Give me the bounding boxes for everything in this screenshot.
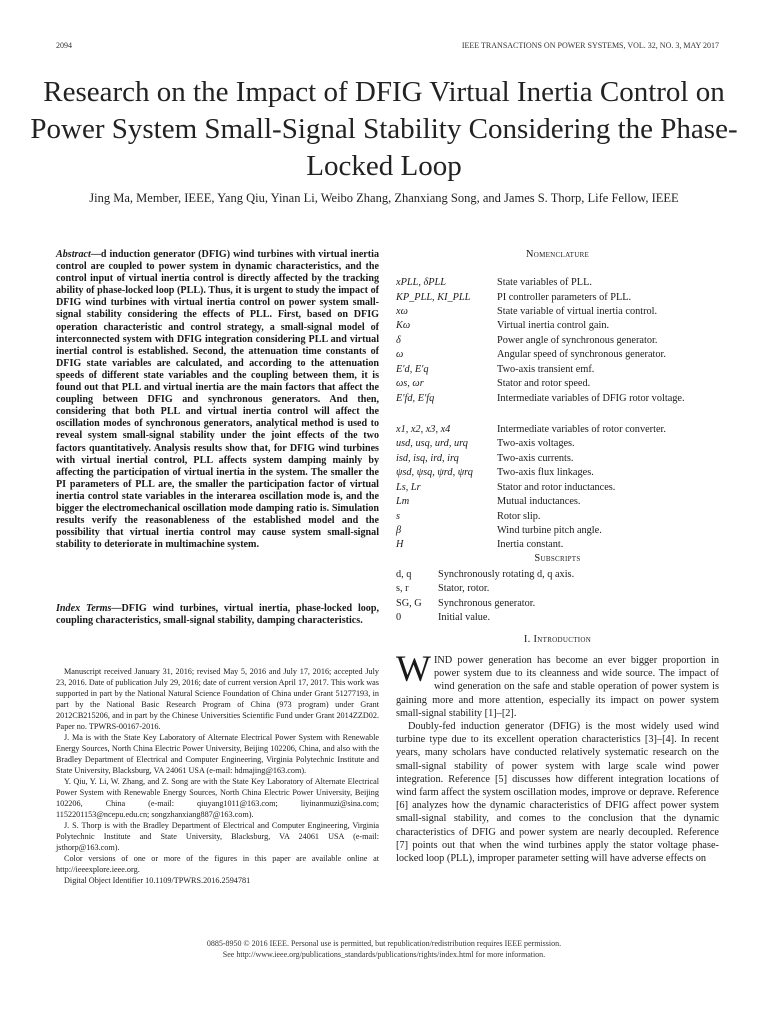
subscript-symbol: d, q — [396, 569, 412, 580]
subscript-definition: Synchronous generator. — [438, 598, 536, 609]
footnotes — [56, 666, 379, 886]
footnote-doi: Digital Object Identifier 10.1109/TPWRS.2016.2594781 — [64, 876, 251, 885]
nomenclature-definition: Inertia constant. — [497, 539, 564, 550]
nomenclature-definition: Intermediate variables of rotor converter. — [497, 424, 666, 435]
footnote-author-thorp: J. S. Thorp is with the Bradley Department of Electrical and Computer Engineering, Virginia Polytechnic Institute and State University, Blacksburg, VA 24061 USA (e-mail: jsthorp@163.com). — [56, 821, 379, 852]
footnote-author-ma: J. Ma is with the State Key Laboratory of Alternate Electrical Power System with Renewable Energy Sources, North China Electric Power University, Beijing 102206, China, and also with the Bradley Department of Electrical and Computer Engineering, Virginia Polytechnic Institute and State University, Blacksburg, VA 24061 USA (e-mail: hdmajing@163.com). — [56, 733, 379, 775]
nomenclature-symbol: δ — [396, 335, 401, 346]
nomenclature-definition: Angular speed of synchronous generator. — [497, 349, 666, 360]
nomenclature-symbol: E′fd, E′fq — [396, 393, 435, 404]
abstract-label: Abstract — [56, 249, 91, 260]
footnote-color-versions: Color versions of one or more of the figures in this paper are available online at http://ieeexplore.ieee.org. — [56, 854, 379, 874]
nomenclature-definition: Virtual inertia control gain. — [497, 320, 610, 331]
nomenclature-definition: Stator and rotor inductances. — [497, 482, 616, 493]
drop-cap: W — [396, 649, 431, 690]
nomenclature-symbol: ω — [396, 349, 404, 360]
nomenclature-symbol: Kω — [396, 320, 411, 331]
subscript-symbol: 0 — [396, 612, 402, 623]
copyright-footer — [40, 938, 728, 960]
nomenclature-symbol: s — [396, 511, 401, 522]
nomenclature-symbol: E′d, E′q — [396, 364, 429, 375]
subscript-symbol: SG, G — [396, 598, 422, 609]
introduction-paragraph — [396, 649, 719, 720]
index-terms-text: —DFIG wind turbines, virtual inertia, phase-locked loop, coupling characteristics, small-signal stability, damping characteristics. — [56, 603, 379, 627]
nomenclature-definition: Two-axis voltages. — [497, 438, 575, 449]
nomenclature-definition: Mutual inductances. — [497, 496, 581, 507]
subscript-definition: Stator, rotor. — [438, 583, 490, 594]
nomenclature-definition: Two-axis currents. — [497, 453, 574, 464]
nomenclature-symbol: xPLL, δPLL — [396, 277, 446, 288]
nomenclature-definition: Two-axis flux linkages. — [497, 467, 594, 478]
nomenclature-definition: Wind turbine pitch angle. — [497, 525, 602, 536]
footnote-manuscript: Manuscript received January 31, 2016; revised May 5, 2016 and July 17, 2016; accepted July 23, 2016. Date of publication July 29, 2016; date of current version April 17, 2017. This work was supported in part by the National Natural Science Foundation of China under Grant 51277193, in part by the National Basic Research Program of China (973 program) under Grant 2012CB215206, and in part by the Chinese Universities Scientific Fund under Grant 2014ZZD02. Paper no. TPWRS-00167-2016. — [56, 667, 379, 731]
author-line: Jing Ma, Member, IEEE, Yang Qiu, Yinan Li, Weibo Zhang, Zhanxiang Song, and James S. Thorp, Life Fellow, IEEE — [89, 191, 679, 205]
nomenclature-symbol: isd, isq, ird, irq — [396, 453, 459, 464]
introduction-body — [396, 649, 719, 865]
nomenclature-definition: State variables of PLL. — [497, 277, 592, 288]
nomenclature-definition: Power angle of synchronous generator. — [497, 335, 658, 346]
nomenclature-symbol: β — [396, 525, 402, 536]
nomenclature-definition: Two-axis transient emf. — [497, 364, 595, 375]
nomenclature-definition: State variable of virtual inertia control. — [497, 306, 658, 317]
paper-title: Research on the Impact of DFIG Virtual Inertia Control on Power System Small-Signal Stability Considering the Phase-Locked Loop — [30, 76, 738, 182]
index-terms-label: Index Terms — [56, 603, 112, 614]
nomenclature-symbol: x1, x2, x3, x4 — [396, 424, 451, 435]
subscripts-heading: Subscripts — [534, 553, 581, 564]
nomenclature-symbol: Lm — [396, 496, 410, 507]
nomenclature-symbol: ψsd, ψsq, ψrd, ψrq — [396, 467, 473, 478]
introduction-heading: I. Introduction — [523, 634, 592, 645]
nomenclature-definition: Stator and rotor speed. — [497, 378, 591, 389]
nomenclature-definition: Intermediate variables of DFIG rotor voltage. — [497, 393, 685, 404]
introduction-paragraph-text: IND power generation has become an ever bigger proportion in power system due to its cleanness and wide source. The impact of wind generation on the safe and stable operation of power system is gaining more and more attention, especially its impact on power system small-signal stability [1]–[2]. — [396, 655, 719, 719]
nomenclature-symbol: H — [396, 539, 404, 550]
copyright-line: 0885-8950 © 2016 IEEE. Personal use is permitted, but republication/redistribution requires IEEE permission. — [206, 939, 562, 948]
subscript-symbol: s, r — [396, 583, 409, 594]
nomenclature-definition: Rotor slip. — [497, 511, 541, 522]
abstract-text: —d induction generator (DFIG) wind turbines with virtual inertia control are coupled to power system in dynamic characteristics, and the control input of virtual inertia control is directly affected by the tracking ability of phase-locked loop (PLL). Thus, it is urgent to study the impact of DFIG wind turbines with virtual inertia control on power system small-signal stability considering the effects of PLL. First, based on DFIG operation characteristic and control strategy, a small-signal model of interconnected system with DFIG integration considering PLL and virtual inertial control is established. Second, the attenuation time constants of DFIG state variables are calculated, and according to the attenuation speeds of different state variables and the coupling between them, it is found out that PLL and virtual inertia are the main factors that affect the coupling between DFIG and synchronous generators. And then, considering that both PLL and virtual inertia control will affect the oscillation modes of synchronous generators, analytical method is used to reveal system small-signal stability under the joint effects of the two factors quantitatively. Analysis results show that, for DFIG wind turbines with virtual inertial control, PLL affects system damping mainly by affecting the participation of virtual inertia in the system. The smaller the PI parameters of PLL are, the smaller the participation factor of virtual inertia control state variables in the interarea oscillation mode is, and the bigger the electromechanical oscillation mode damping ratio is. Simulation results verify the reasonableness of the established model and the possibility that virtual inertia control may cause system small-signal stability to deteriorate in multimachine system. — [56, 249, 379, 551]
abstract — [56, 249, 379, 551]
nomenclature-heading: Nomenclature — [525, 249, 590, 260]
nomenclature-symbol: Ls, Lr — [396, 482, 421, 493]
nomenclature-symbol: usd, usq, urd, urq — [396, 438, 468, 449]
journal-header: IEEE TRANSACTIONS ON POWER SYSTEMS, VOL. 32, NO. 3, MAY 2017 — [461, 41, 719, 50]
subscript-definition: Synchronously rotating d, q axis. — [438, 569, 575, 580]
nomenclature-symbol: xω — [396, 306, 408, 317]
nomenclature-definition: PI controller parameters of PLL. — [497, 292, 632, 303]
footnote-authors-ncepu: Y. Qiu, Y. Li, W. Zhang, and Z. Song are with the State Key Laboratory of Alternate Electrical Power System with Renewable Energy Sources, North China Electric Power University, Beijing 102206, China (e-mail: qiuyang1011@163.com; liyinanmuzi@sina.com; 1152201153@ncepu.edu.cn; songzhanxiang887@163.com). — [56, 777, 379, 819]
index-terms — [56, 603, 379, 627]
introduction-paragraph: Doubly-fed induction generator (DFIG) is the most widely used wind turbine type due to its excellent operation characteristics [3]–[4]. In recent years, many scholars have conducted relatively systematic research on the small-signal stability of power system with large scale wind power integration. Reference [5] discusses how different integration locations of wind farm affect the system oscillation modes, improve or deprave. Reference [6] analyzes how the dynamic characteristics of DFIG affect power system small-signal stability, and comes to the conclusion that the dynamic characteristics of DFIG and power system are nearly decoupled. Reference [7] points out that when the wind turbines apply the stator voltage phase-locked loop (PLL), improper parameter setting will have adverse effects on — [396, 721, 719, 865]
nomenclature-symbol: KP_PLL, KI_PLL — [396, 292, 471, 303]
nomenclature-symbol: ωs, ωr — [396, 378, 424, 389]
rights-url-line: See http://www.ieee.org/publications_standards/publications/rights/index.html for more information. — [222, 950, 546, 959]
subscript-definition: Initial value. — [438, 612, 491, 623]
page-number: 2094 — [56, 41, 72, 50]
